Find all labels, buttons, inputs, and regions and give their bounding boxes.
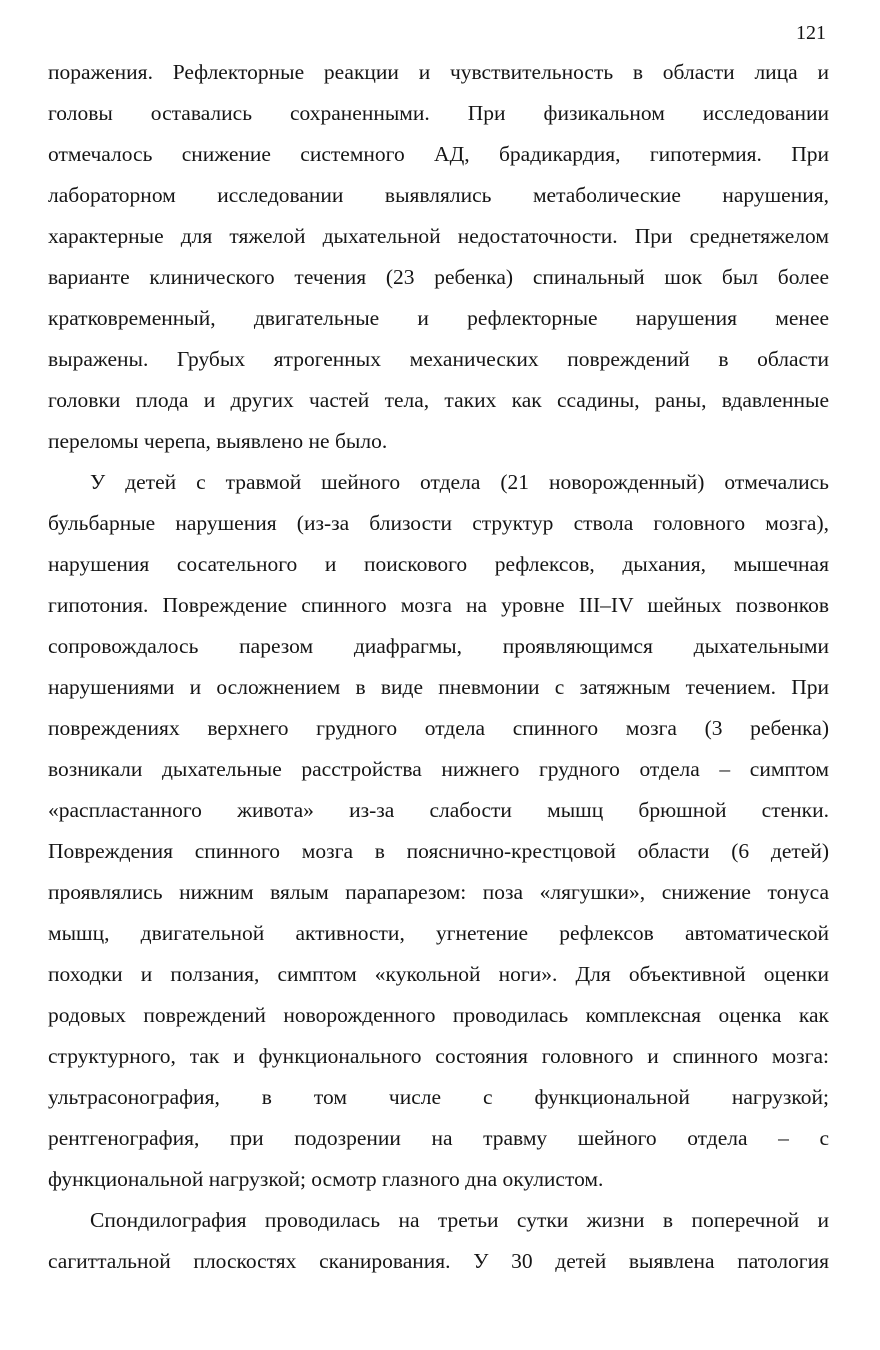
paragraph [48,1200,829,1282]
text-line: бульбарные нарушения (из-за близости структур ствола головного мозга), [48,511,829,535]
text-line: переломы черепа, выявлено не было. [48,429,388,453]
document-body [48,52,829,1282]
text-line: головки плода и других частей тела, таких как ссадины, раны, вдавленные [48,388,829,412]
text-line: варианте клинического течения (23 ребенка) спинальный шок был более [48,265,829,289]
text-line: ультрасонография, в том числе с функциональной нагрузкой; [48,1085,829,1109]
text-line: выражены. Грубых ятрогенных механических повреждений в области [48,347,829,371]
text-line: нарушения сосательного и поискового рефлексов, дыхания, мышечная [48,552,829,576]
text-line: Повреждения спинного мозга в пояснично-крестцовой области (6 детей) [48,839,829,863]
text-line: характерные для тяжелой дыхательной недостаточности. При среднетяжелом [48,224,829,248]
text-line: функциональной нагрузкой; осмотр глазного дна окулистом. [48,1167,604,1191]
text-line: кратковременный, двигательные и рефлекторные нарушения менее [48,306,829,330]
paragraph [48,52,829,462]
text-line: мышц, двигательной активности, угнетение рефлексов автоматической [48,921,829,945]
text-line: повреждениях верхнего грудного отдела спинного мозга (3 ребенка) [48,716,829,740]
text-line: родовых повреждений новорожденного проводилась комплексная оценка как [48,1003,829,1027]
paragraph [48,462,829,1200]
text-line: «распластанного живота» из-за слабости мышц брюшной стенки. [48,798,829,822]
text-line: возникали дыхательные расстройства нижнего грудного отдела – симптом [48,757,829,781]
text-line: головы оставались сохраненными. При физикальном исследовании [48,101,829,125]
text-line: проявлялись нижним вялым парапарезом: поза «лягушки», снижение тонуса [48,880,829,904]
text-line: поражения. Рефлекторные реакции и чувствительность в области лица и [48,60,829,84]
page-number: 121 [796,22,826,44]
text-line: лабораторном исследовании выявлялись метаболические нарушения, [48,183,829,207]
text-line: сагиттальной плоскостях сканирования. У 30 детей выявлена патология [48,1249,829,1273]
text-line: Спондилография проводилась на третьи сутки жизни в поперечной и [90,1208,829,1232]
text-line: рентгенография, при подозрении на травму шейного отдела – с [48,1126,829,1150]
text-line: У детей с травмой шейного отдела (21 новорожденный) отмечались [90,470,829,494]
text-line: отмечалось снижение системного АД, брадикардия, гипотермия. При [48,142,829,166]
text-line: сопровождалось парезом диафрагмы, проявляющимся дыхательными [48,634,829,658]
text-line: нарушениями и осложнением в виде пневмонии с затяжным течением. При [48,675,829,699]
text-line: гипотония. Повреждение спинного мозга на уровне III–IV шейных позвонков [48,593,829,617]
text-line: походки и ползания, симптом «кукольной ноги». Для объективной оценки [48,962,829,986]
text-line: структурного, так и функционального состояния головного и спинного мозга: [48,1044,829,1068]
